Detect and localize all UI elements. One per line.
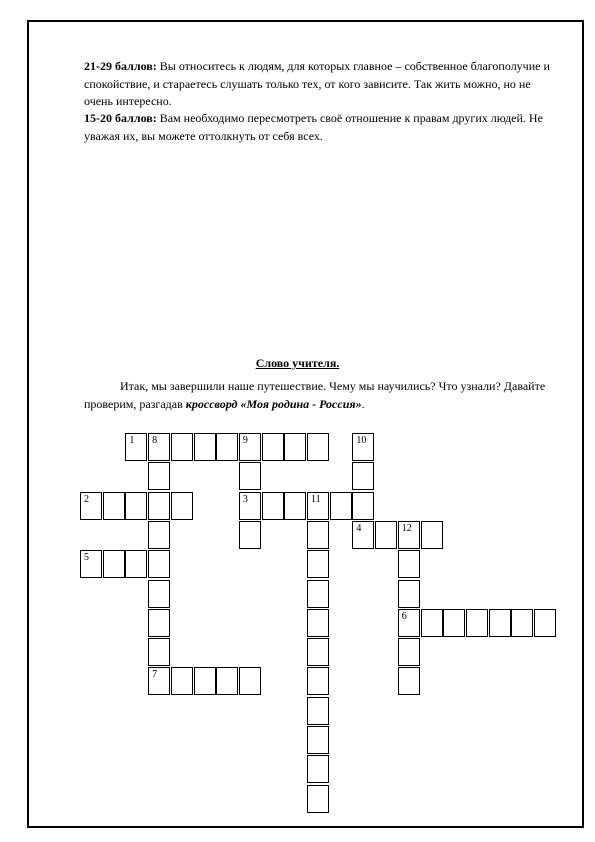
- crossword-cell[interactable]: [80, 492, 102, 520]
- crossword-cell[interactable]: [307, 726, 329, 754]
- crossword-cell[interactable]: [125, 550, 147, 578]
- clue-number: 3: [242, 493, 248, 505]
- crossword-cell[interactable]: [307, 521, 329, 549]
- crossword-cell[interactable]: [148, 609, 170, 637]
- crossword-cell[interactable]: [171, 492, 193, 520]
- crossword-cell[interactable]: [148, 580, 170, 608]
- clue-number: 11: [311, 493, 321, 505]
- crossword-cell[interactable]: [511, 609, 533, 637]
- crossword-cell[interactable]: [398, 667, 420, 695]
- crossword-cell[interactable]: [307, 609, 329, 637]
- crossword-cell[interactable]: [262, 433, 284, 461]
- crossword-cell[interactable]: [421, 521, 443, 549]
- clue-number: 2: [84, 493, 89, 505]
- crossword-cell[interactable]: [148, 492, 170, 520]
- crossword-cell[interactable]: [421, 609, 443, 637]
- crossword-cell[interactable]: [239, 433, 261, 461]
- crossword-cell[interactable]: [239, 462, 261, 490]
- crossword-cell[interactable]: [239, 521, 261, 549]
- clue-number: 9: [242, 435, 248, 446]
- section-title: Слово учителя.: [255, 356, 340, 370]
- crossword-cell[interactable]: [534, 609, 556, 637]
- crossword-cell[interactable]: [352, 462, 374, 490]
- score-text-1: Вы относитесь к людям, для которых главное – собственное благополучие и спокойствие, и стараетесь слушать только тех, от кого зависите. Так жить можно, но не очень интересно.: [84, 59, 550, 108]
- score-text-2: Вам необходимо пересмотреть своё отношение к правам других людей. Не уважая их, вы можете оттолкнуть от себя всех.: [84, 111, 543, 143]
- crossword-cell[interactable]: [216, 667, 238, 695]
- clue-number: 12: [401, 522, 412, 534]
- clue-number: 4: [356, 522, 362, 534]
- crossword-cell[interactable]: [194, 433, 216, 461]
- crossword-cell[interactable]: [148, 521, 170, 549]
- crossword-cell[interactable]: [443, 609, 465, 637]
- crossword-cell[interactable]: [307, 755, 329, 783]
- crossword-cell[interactable]: [171, 433, 193, 461]
- crossword-cell[interactable]: [307, 697, 329, 725]
- crossword-cell[interactable]: [103, 550, 125, 578]
- clue-number: 6: [401, 610, 407, 622]
- crossword-cell[interactable]: [398, 580, 420, 608]
- crossword-cell[interactable]: [216, 433, 238, 461]
- crossword-cell[interactable]: [148, 550, 170, 578]
- score-range-1: 21-29 баллов:: [84, 59, 157, 73]
- crossword-cell[interactable]: [239, 492, 261, 520]
- crossword-cell[interactable]: [148, 462, 170, 490]
- crossword-cell[interactable]: [489, 609, 511, 637]
- crossword-cell[interactable]: [284, 492, 306, 520]
- crossword-cell[interactable]: [352, 433, 374, 461]
- crossword-cell[interactable]: [239, 667, 261, 695]
- crossword-cell[interactable]: [352, 521, 374, 549]
- crossword-cell[interactable]: [398, 550, 420, 578]
- crossword-cell[interactable]: [352, 492, 374, 520]
- crossword-cell[interactable]: [398, 521, 420, 549]
- score-range-2: 15-20 баллов:: [84, 111, 157, 125]
- intro-end: .: [361, 396, 365, 411]
- crossword-cell[interactable]: [307, 433, 329, 461]
- crossword-cell[interactable]: [148, 667, 170, 695]
- crossword-cell[interactable]: [262, 492, 284, 520]
- crossword-cell[interactable]: [148, 433, 170, 461]
- clue-number: 5: [84, 552, 89, 564]
- crossword-cell[interactable]: [307, 638, 329, 666]
- crossword-title: кроссворд «Моя родина - Россия»: [185, 396, 362, 411]
- crossword-cell[interactable]: [103, 492, 125, 520]
- crossword-cell[interactable]: [307, 785, 329, 813]
- crossword-cell[interactable]: [148, 638, 170, 666]
- crossword-cell[interactable]: [375, 521, 397, 549]
- clue-number: 8: [152, 435, 158, 446]
- clue-number: 7: [152, 669, 158, 681]
- crossword-cell[interactable]: [398, 638, 420, 666]
- crossword-cell[interactable]: [125, 433, 147, 461]
- crossword-cell[interactable]: [307, 492, 329, 520]
- crossword-cell[interactable]: [466, 609, 488, 637]
- crossword-cell[interactable]: [307, 580, 329, 608]
- crossword-cell[interactable]: [307, 667, 329, 695]
- intro-text: Итак, мы завершили наше путешествие. Чему мы научились? Что узнали? Давайте проверим, разгадав: [84, 379, 546, 411]
- crossword-cell[interactable]: [80, 550, 102, 578]
- clue-number: 10: [356, 435, 367, 446]
- crossword-cell[interactable]: [125, 492, 147, 520]
- crossword-cell[interactable]: [330, 492, 352, 520]
- crossword-cell[interactable]: [194, 667, 216, 695]
- crossword-cell[interactable]: [398, 609, 420, 637]
- crossword-cell[interactable]: [307, 550, 329, 578]
- clue-number: 1: [129, 435, 135, 446]
- crossword-cell[interactable]: [284, 433, 306, 461]
- crossword-cell[interactable]: [171, 667, 193, 695]
